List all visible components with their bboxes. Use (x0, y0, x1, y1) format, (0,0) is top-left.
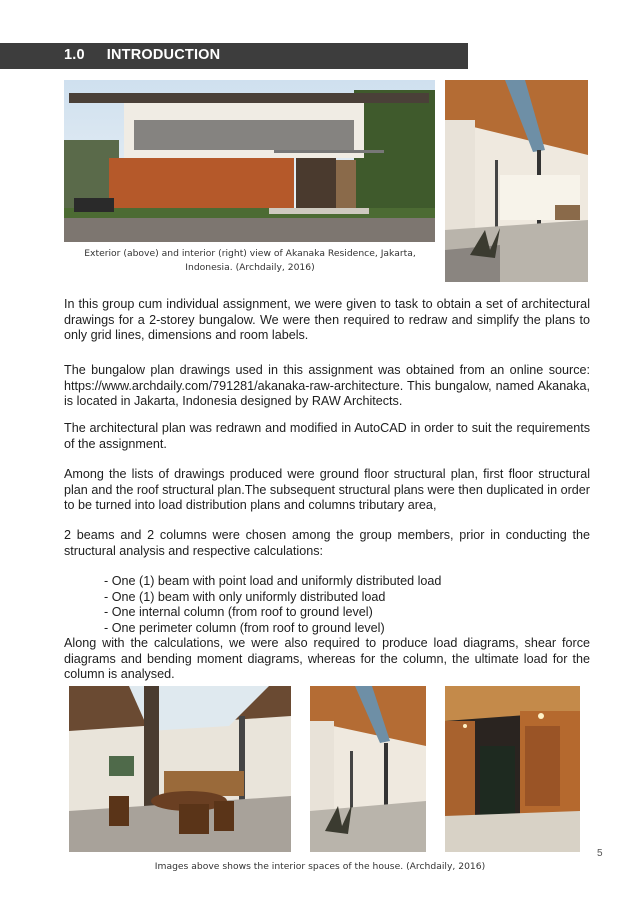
bullet-item: - One perimeter column (from roof to ground level) (104, 620, 385, 635)
paragraph-6: Along with the calculations, we were also required to produce load diagrams, shear force diagrams and bending moment diagrams, whereas for the column, the ultimate load for the column is analysed. (64, 636, 590, 682)
interior-photo-right (445, 80, 588, 282)
top-caption-line2: Indonesia. (Archdaily, 2016) (185, 262, 315, 273)
bullet-list (64, 574, 590, 636)
interior-photo-courtyard (310, 686, 426, 852)
bullet-item: - One (1) beam with point load and uniformly distributed load (104, 574, 442, 588)
paragraph-3: The architectural plan was redrawn and modified in AutoCAD in order to suit the requirements of the assignment. (64, 421, 590, 451)
bullet-item: - One internal column (from roof to ground level) (104, 605, 373, 620)
section-title (64, 47, 220, 63)
section-number: 1.0 (64, 47, 85, 63)
paragraph-2: The bungalow plan drawings used in this assignment was obtained from an online source: https://www.archdaily.com/791281/akanaka-raw-architecture. This bungalow, named Akanaka, is located in Jakarta, Indonesia designed by RAW Architects. (64, 363, 590, 409)
interior-photo-dining (69, 686, 291, 852)
bullet-item: - One (1) beam with only uniformly distributed load (104, 589, 386, 604)
interior-photo-corridor (445, 686, 580, 852)
section-title-text: INTRODUCTION (106, 47, 221, 63)
top-caption-line1: Exterior (above) and interior (right) view of Akanaka Residence, Jakarta, (84, 248, 416, 259)
bottom-caption: Images above shows the interior spaces of the house. (Archdaily, 2016) (154, 861, 486, 872)
top-caption (64, 247, 436, 275)
paragraph-5: 2 beams and 2 columns were chosen among the group members, prior in conducting the structural analysis and respective calculations: (64, 528, 590, 558)
exterior-photo (64, 80, 435, 242)
page-number: 5 (597, 848, 603, 859)
paragraph-4: Among the lists of drawings produced were ground floor structural plan, first floor structural plan and the roof structural plan.The subsequent structural plans were then duplicated in order to be turned into load distribution plans and columns tributary area, (64, 467, 590, 513)
paragraph-1: In this group cum individual assignment, we were given to task to obtain a set of architectural drawings for a 2-storey bungalow. We were then required to redraw and simplify the plans to only grid lines, dimensions and room labels. (64, 297, 590, 343)
